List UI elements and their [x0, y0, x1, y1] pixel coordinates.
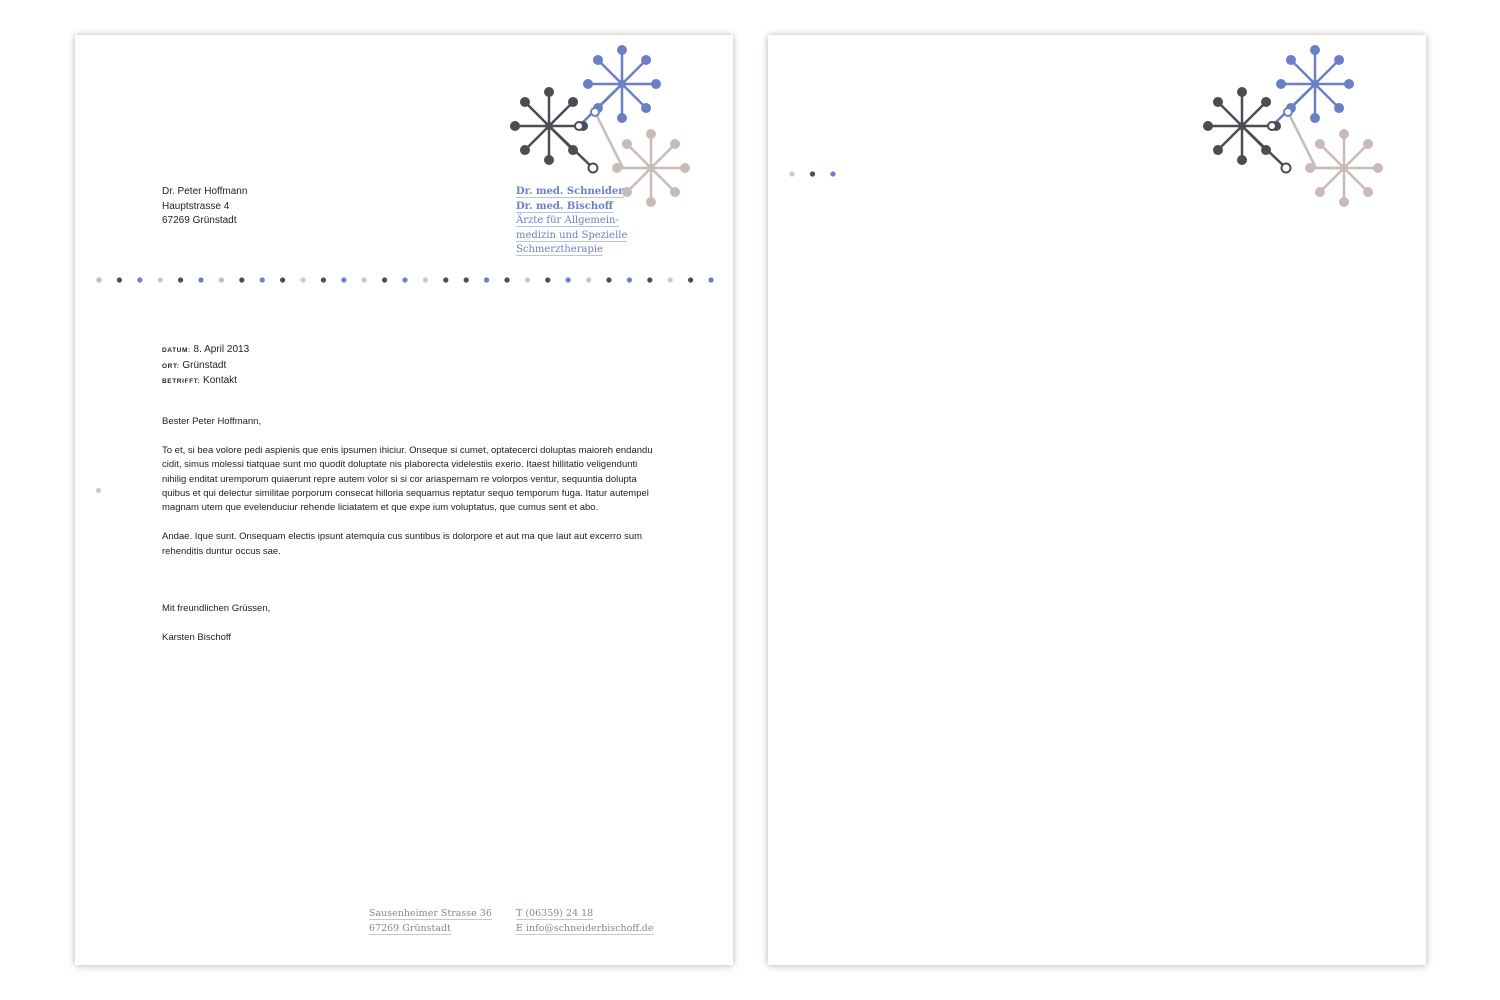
star-ray	[1242, 126, 1266, 150]
closing-line: Mit freundlichen Grüssen,	[162, 603, 271, 615]
star-ray-dot	[568, 145, 578, 155]
star-ray-dot	[1310, 45, 1320, 55]
subject-label: BETRIFFT:	[162, 378, 201, 385]
star-ray-dot	[1261, 145, 1271, 155]
recipient-name: Dr. Peter Hoffmann	[162, 186, 248, 197]
star-ray-dot	[520, 145, 530, 155]
star-ray-dot	[612, 163, 622, 173]
divider-dot	[688, 277, 693, 282]
divider-dot	[566, 277, 571, 282]
footer-address	[369, 907, 492, 936]
divider-dot	[606, 277, 611, 282]
signature-name: Karsten Bischoff	[162, 631, 232, 643]
divider-dot	[137, 277, 142, 282]
star-ray-dot	[1373, 163, 1383, 173]
star-ray	[627, 168, 651, 192]
star-ray-dot	[617, 45, 627, 55]
star-ray	[622, 84, 646, 108]
star-ray	[1320, 168, 1344, 192]
star-ray-dot	[1276, 79, 1286, 89]
star-ray-dot	[544, 155, 554, 165]
star-ray	[1315, 84, 1339, 108]
star-ray-dot	[641, 55, 651, 65]
star-ray-dot	[646, 129, 656, 139]
star-center-dot	[1238, 122, 1246, 130]
divider-dot	[362, 277, 367, 282]
divider-dot	[504, 277, 509, 282]
star-ray	[598, 60, 622, 84]
date-label: DATUM:	[162, 347, 191, 354]
star-ray	[598, 84, 622, 108]
footer-city: 67269 Grünstadt	[369, 922, 451, 934]
star-ray-dot	[646, 197, 656, 207]
star-ray-dot	[622, 139, 632, 149]
divider-dot	[708, 277, 713, 282]
star-ray-dot	[1334, 103, 1344, 113]
divider-dot	[341, 277, 346, 282]
letterhead-page	[75, 35, 733, 965]
taupe-star-shape	[1305, 129, 1383, 207]
star-ray-dot	[1334, 55, 1344, 65]
divider-dot	[525, 277, 530, 282]
star-ray-dot	[1203, 121, 1213, 131]
star-ray-dot	[1363, 139, 1373, 149]
footer-phone: (06359) 24 18	[525, 908, 594, 919]
body-paragraph-2: Andae. Ique sunt. Onsequam electis ipsunt atemquia cus suntibus is dolorpore et aut ma que laut aut excerro sum rehenditis duntur occus sae.	[162, 531, 643, 557]
salutation: Bester Peter Hoffmann,	[162, 416, 262, 427]
divider-dot	[280, 277, 285, 282]
star-ray-dot	[1213, 145, 1223, 155]
star-ray	[627, 144, 651, 168]
divider-dot	[627, 277, 632, 282]
place-label: ORT:	[162, 362, 180, 370]
recipient-city: 67269 Grünstadt	[162, 215, 237, 226]
junction-node	[591, 108, 599, 116]
letter-meta	[162, 343, 249, 390]
star-ray	[1344, 168, 1368, 192]
star-ray	[1218, 126, 1242, 150]
star-ray-dot	[1339, 197, 1349, 207]
practice-logo-icon	[1206, 45, 1386, 215]
divider-dot	[464, 277, 469, 282]
star-ray	[622, 60, 646, 84]
star-ray-dot	[1305, 163, 1315, 173]
footer-street: Sausenheimer Strasse 36	[369, 908, 492, 919]
divider-dot	[443, 277, 448, 282]
divider-dot	[198, 277, 203, 282]
divider-dot	[321, 277, 326, 282]
divider-dot	[810, 171, 815, 176]
star-ray	[549, 126, 573, 150]
letter-body	[162, 415, 662, 645]
star-ray	[549, 102, 573, 126]
star-ray-dot	[670, 187, 680, 197]
star-ray-dot	[1237, 87, 1247, 97]
star-ray-dot	[1237, 155, 1247, 165]
star-ray-dot	[1344, 79, 1354, 89]
junction-node	[589, 164, 598, 173]
junction-node	[1282, 164, 1291, 173]
junction-node	[575, 122, 583, 130]
practice-info	[516, 185, 627, 258]
star-ray	[1242, 102, 1266, 126]
place-value: Grünstadt	[182, 359, 227, 371]
star-ray	[525, 126, 549, 150]
subject-value: Kontakt	[203, 375, 237, 386]
star-ray-dot	[568, 97, 578, 107]
star-ray	[1315, 60, 1339, 84]
star-ray	[1218, 102, 1242, 126]
star-ray-dot	[593, 55, 603, 65]
divider-dot	[402, 277, 407, 282]
star-ray-dot	[1213, 97, 1223, 107]
star-ray-dot	[520, 97, 530, 107]
divider-dot	[382, 277, 387, 282]
recipient-street: Hauptstrasse 4	[162, 200, 230, 212]
follow-up-page	[768, 35, 1426, 965]
star-ray	[525, 102, 549, 126]
footer-contact	[516, 907, 654, 936]
star-ray	[651, 168, 675, 192]
star-ray	[651, 144, 675, 168]
divider-dot	[178, 277, 183, 282]
star-ray-dot	[1315, 139, 1325, 149]
divider-dot	[239, 277, 244, 282]
star-ray-dot	[680, 163, 690, 173]
divider-dot	[830, 171, 835, 176]
star-ray	[1291, 84, 1315, 108]
fold-mark-dot	[96, 488, 101, 493]
practice-doctor-1: Dr. med. Schneider	[516, 186, 624, 197]
star-center-dot	[647, 164, 655, 172]
star-ray-dot	[1286, 55, 1296, 65]
divider-dot	[789, 171, 794, 176]
body-paragraph-1: To et, si bea volore pedi aspienis que enis ipsumen ihiciur. Onseque si cumet, optatecerci doluptas maioreh endandu cidit, simus molessi tiatquae sunt mo quodit doluptate nis plaborecta videlestiis exerio. Itaest hillitatio veligendunti nihilig enditat uremporum quiaerunt repre autem volor si si cor ariaspernam re volorpos ventur, sequuntia dolupta quibus et qui delectur similitae porporum consecat hilloria sequamus reptatur sequo temporum fuga. Itatur autempel magnam utem que evelenduciur rehende liciatatem et que expe ium voluptatus, que cumus sent et abo.	[162, 444, 653, 514]
divider-dot	[117, 277, 122, 282]
practice-specialty-line: medizin und Spezielle	[516, 229, 628, 241]
star-ray-dot	[1363, 187, 1373, 197]
practice-specialty-line: Schmerztherapie	[516, 244, 603, 255]
divider-dot	[423, 277, 428, 282]
email-label: E	[516, 922, 523, 934]
divider-dot	[647, 277, 652, 282]
practice-doctor-2: Dr. med. Bischoff	[516, 200, 614, 212]
star-ray-dot	[544, 87, 554, 97]
star-ray-dot	[641, 103, 651, 113]
divider-dot	[260, 277, 265, 282]
recipient-address	[162, 185, 247, 229]
junction-node	[1268, 122, 1276, 130]
star-ray-dot	[651, 79, 661, 89]
star-ray-dot	[1339, 129, 1349, 139]
divider-dot	[668, 277, 673, 282]
divider-dot	[586, 277, 591, 282]
star-ray	[1320, 144, 1344, 168]
star-ray-dot	[1315, 187, 1325, 197]
divider-dot	[96, 277, 101, 282]
phone-label: T	[516, 908, 523, 919]
star-center-dot	[545, 122, 553, 130]
star-ray-dot	[583, 79, 593, 89]
star-ray-dot	[617, 113, 627, 123]
divider-dot	[219, 277, 224, 282]
star-center-dot	[618, 80, 626, 88]
star-center-dot	[1311, 80, 1319, 88]
star-ray-dot	[1310, 113, 1320, 123]
divider-dot	[484, 277, 489, 282]
divider-dot	[545, 277, 550, 282]
divider-dot	[158, 277, 163, 282]
dot-divider	[768, 169, 888, 179]
dot-divider	[75, 275, 733, 285]
star-center-dot	[1340, 164, 1348, 172]
date-value: 8. April 2013	[193, 344, 250, 355]
divider-dot	[300, 277, 305, 282]
star-ray-dot	[1261, 97, 1271, 107]
star-ray-dot	[510, 121, 520, 131]
star-ray	[1344, 144, 1368, 168]
star-ray-dot	[670, 139, 680, 149]
star-ray	[1291, 60, 1315, 84]
practice-specialty-line: Ärzte für Allgemein-	[516, 215, 619, 226]
junction-node	[1284, 108, 1292, 116]
footer-email: info@schneiderbischoff.de	[525, 922, 654, 934]
